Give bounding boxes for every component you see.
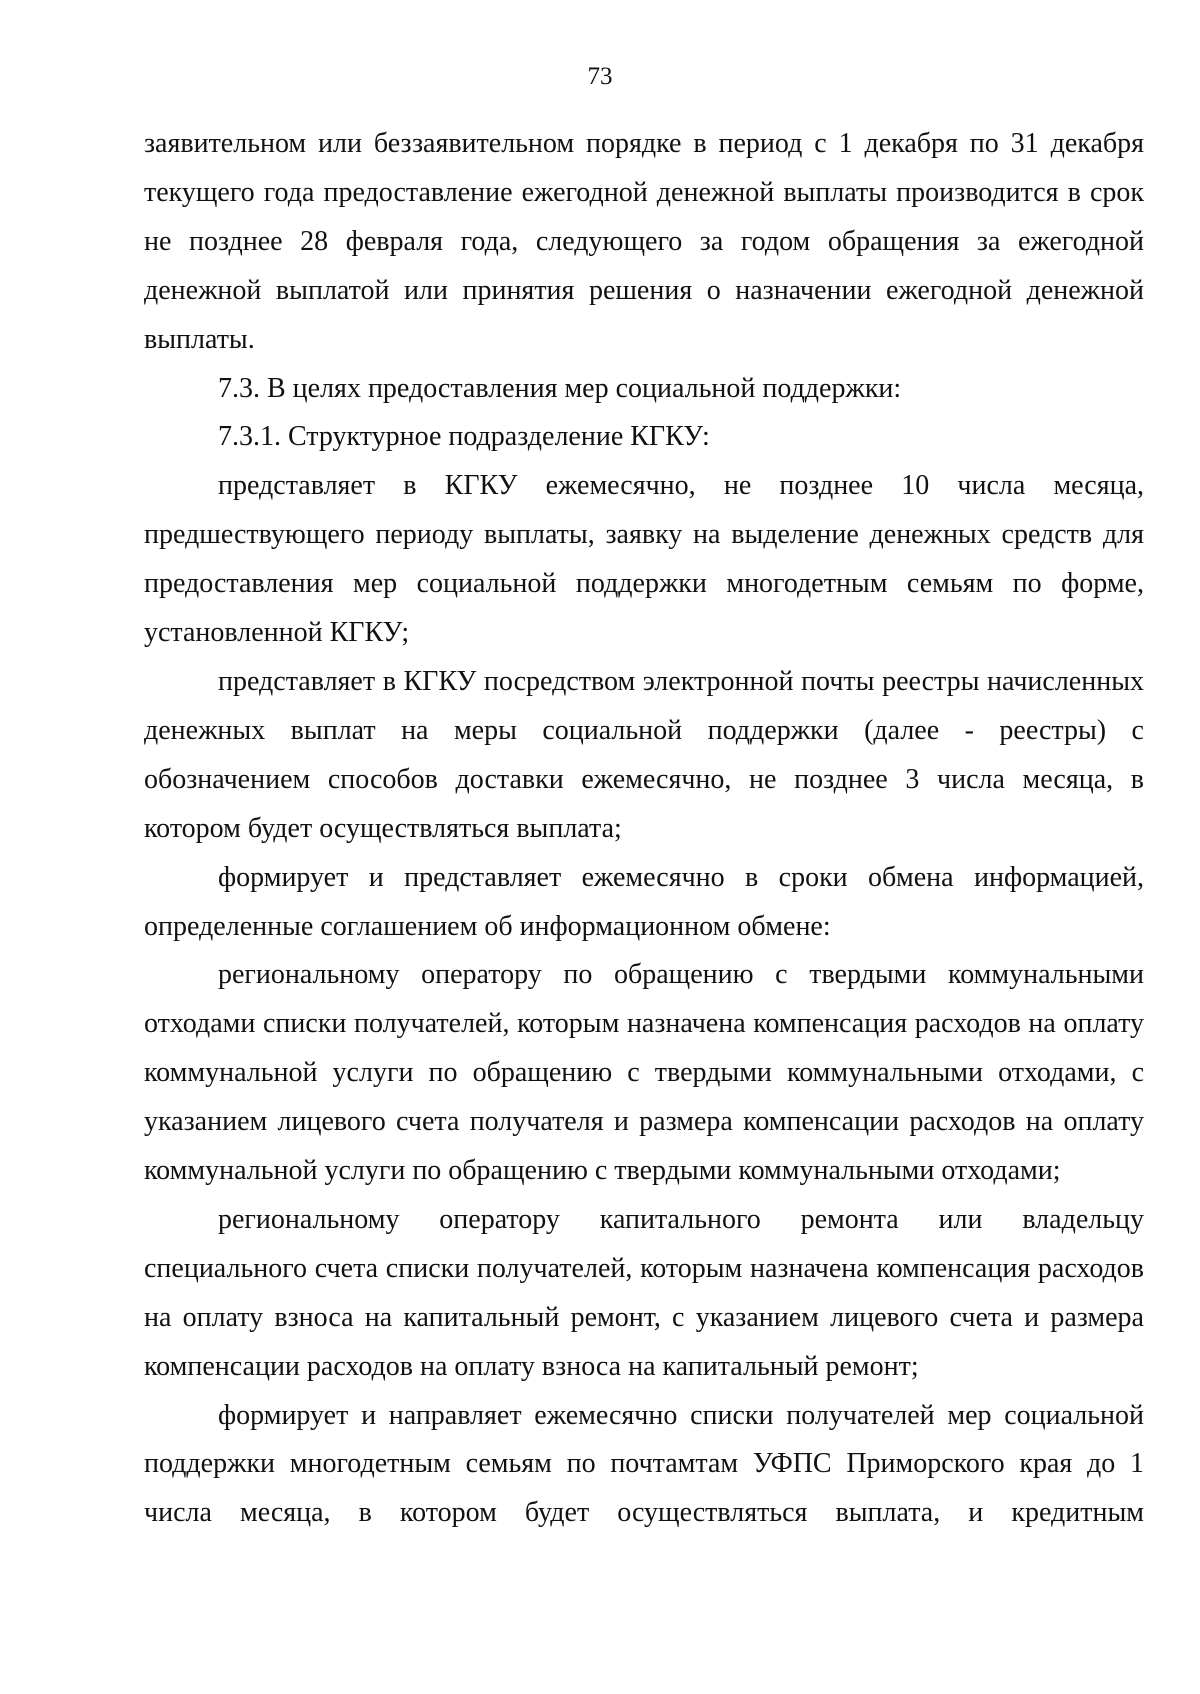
- page-number: 73: [587, 63, 613, 90]
- paragraph-forms-lists: формирует и представляет ежемесячно в сроки обмена информацией, определенные соглашением об информационном обмене:: [144, 861, 1144, 942]
- paragraph-waste-operator: региональному оператору по обращению с твердыми коммунальными отходами списки получателей, которым назначена компенсация расходов на оплату коммунальной услуги по обращению с твердыми коммунальными отходами, с указанием лицевого счета получателя и размера компенсации расходов на оплату коммунальной услуги по обращению с твердыми коммунальными отходами;: [144, 959, 1144, 1187]
- paragraph-capital-repair: региональному оператору капитального ремонта или владельцу специального счета списки получателей, которым назначена компенсация расходов на оплату взноса на капитальный ремонт, с указанием лицевого счета и размера компенсации расходов на оплату взноса на капитальный ремонт;: [144, 1203, 1144, 1382]
- paragraph-request: представляет в КГКУ ежемесячно, не позднее 10 числа месяца, предшествующего периоду выплаты, заявку на выделение денежных средств для предоставления мер социальной поддержки многодетным семьям по форме, установленной КГКУ;: [144, 470, 1144, 649]
- section-heading-7-3-1: 7.3.1. Структурное подразделение КГКУ:: [218, 421, 710, 453]
- paragraph-post-offices: формирует и направляет ежемесячно списки получателей мер социальной поддержки многодетным семьям по почтамтам УФПС Приморского края до 1 числа месяца, в котором будет осуществляться выплата, и кредитным: [144, 1399, 1144, 1529]
- document-body: [144, 120, 1144, 1538]
- paragraph-continuation: заявительном или беззаявительном порядке в период с 1 декабря по 31 декабря текущего года предоставление ежегодной денежной выплаты производится в срок не позднее 28 февраля года, следующего за годом обращения за ежегодной денежной выплатой или принятия решения о назначении ежегодной денежной выплаты.: [144, 128, 1144, 355]
- section-heading-7-3: 7.3. В целях предоставления мер социальной поддержки:: [218, 372, 902, 404]
- paragraph-registers: представляет в КГКУ посредством электронной почты реестры начисленных денежных выплат на меры социальной поддержки (далее - реестры) с обозначением способов доставки ежемесячно, не позднее 3 числа месяца, в котором будет осуществляться выплата;: [144, 665, 1144, 844]
